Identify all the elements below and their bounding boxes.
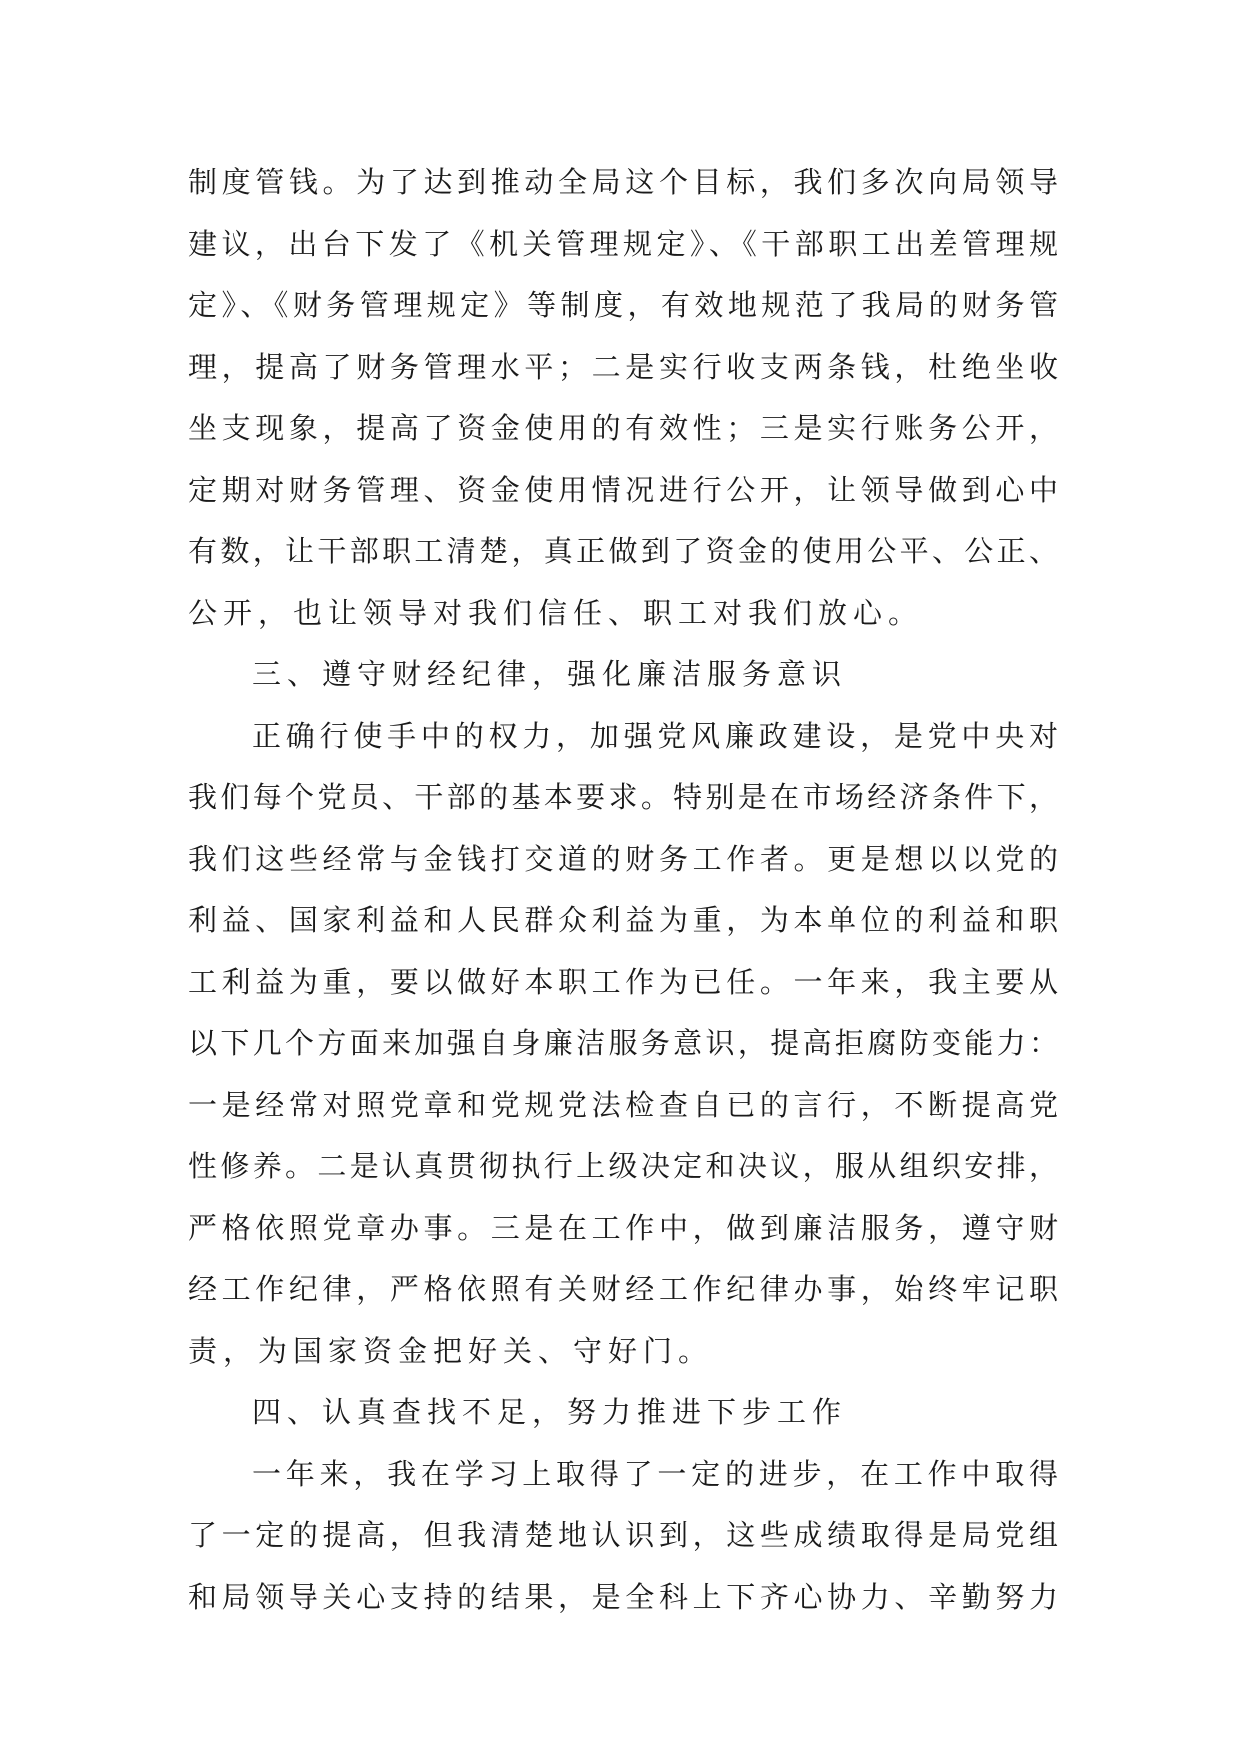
body-line: 定期对财务管理、资金使用情况进行公开，让领导做到心中	[188, 472, 1058, 507]
body-line: 一年来，我在学习上取得了一定的进步，在工作中取得	[252, 1456, 1058, 1491]
body-line: 和局领导关心支持的结果，是全科上下齐心协力、辛勤努力	[188, 1579, 1058, 1614]
body-line: 坐支现象，提高了资金使用的有效性；三是实行账务公开，	[188, 411, 1058, 445]
body-line: 以下几个方面来加强自身廉洁服务意识，提高拒腐防变能力：	[188, 1026, 1058, 1060]
body-line: 工利益为重，要以做好本职工作为已任。一年来，我主要从	[188, 964, 1058, 999]
body-line: 性修养。二是认真贯彻执行上级决定和决议，服从组织安排，	[188, 1149, 1058, 1183]
body-line: 有数，让干部职工清楚，真正做到了资金的使用公平、公正、	[188, 534, 1058, 568]
body-line: 建议，出台下发了《机关管理规定》、《干部职工出差管理规	[188, 226, 1058, 261]
body-line: 正确行使手中的权力，加强党风廉政建设，是党中央对	[252, 718, 1058, 753]
body-line: 制度管钱。为了达到推动全局这个目标，我们多次向局领导	[188, 165, 1058, 199]
body-line: 了一定的提高，但我清楚地认识到，这些成绩取得是局党组	[188, 1518, 1058, 1552]
body-line: 公开，也让领导对我们信任、职工对我们放心。	[188, 595, 924, 630]
body-line: 我们这些经常与金钱打交道的财务工作者。更是想以以党的	[188, 841, 1058, 876]
body-line: 理，提高了财务管理水平；二是实行收支两条钱，杜绝坐收	[188, 349, 1058, 384]
body-line: 一是经常对照党章和党规党法检查自已的言行，不断提高党	[188, 1087, 1058, 1122]
body-line: 经工作纪律，严格依照有关财经工作纪律办事，始终牢记职	[188, 1272, 1058, 1306]
body-line: 责，为国家资金把好关、守好门。	[188, 1333, 714, 1368]
body-line: 利益、国家利益和人民群众利益为重，为本单位的利益和职	[188, 903, 1058, 937]
section-heading: 四、认真查找不足，努力推进下步工作	[252, 1395, 848, 1429]
section-heading: 三、遵守财经纪律，强化廉洁服务意识	[252, 657, 848, 691]
body-line: 定》、《财务管理规定》等制度，有效地规范了我局的财务管	[188, 288, 1058, 322]
document-body	[188, 152, 1058, 1628]
body-line: 我们每个党员、干部的基本要求。特别是在市场经济条件下，	[188, 780, 1058, 814]
body-line: 严格依照党章办事。三是在工作中，做到廉洁服务，遵守财	[188, 1210, 1058, 1245]
